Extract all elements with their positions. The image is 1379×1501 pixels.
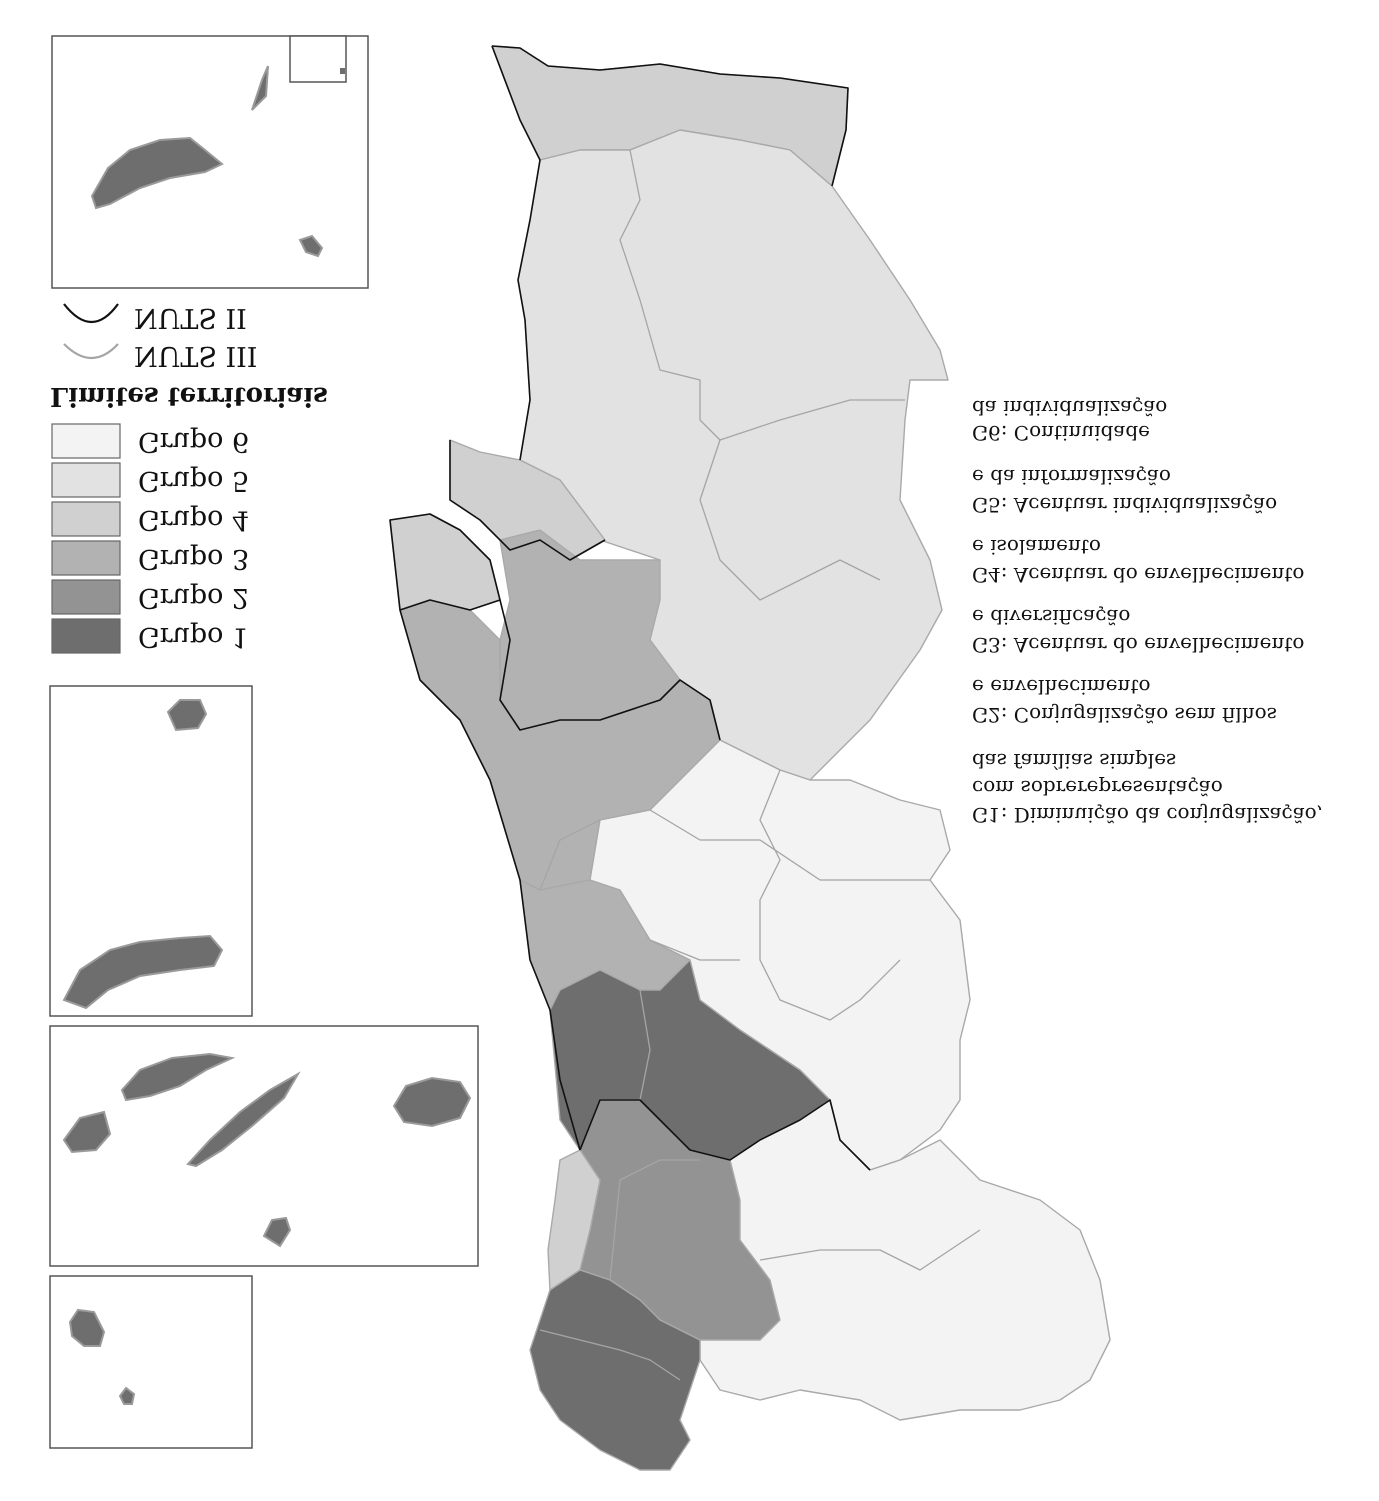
- legend-nuts3-label: NUTS III: [134, 340, 258, 371]
- legend: [50, 302, 328, 653]
- group-descriptions: [972, 396, 1323, 827]
- legend-nuts3-symbol: [64, 344, 118, 358]
- inset-locator-frame: [290, 36, 346, 82]
- inset-bottom-frame: [50, 1276, 252, 1448]
- desc-g5-line2: e da informalização: [972, 465, 1171, 489]
- legend-swatch-grupo-6: [52, 424, 120, 458]
- inset-middle: [50, 686, 252, 1016]
- inset-top: [52, 36, 368, 288]
- legend-label-grupo-2: Grupo 2: [138, 582, 250, 613]
- island-az-4: [394, 1078, 470, 1126]
- legend-label-grupo-5: Grupo 5: [138, 465, 250, 496]
- legend-swatch-grupo-3: [52, 541, 120, 575]
- desc-g3-line2: e diversificação: [972, 605, 1131, 629]
- legend-label-grupo-1: Grupo 1: [138, 621, 250, 652]
- legend-title: Limites territoriais: [50, 381, 328, 411]
- legend-swatch-grupo-5: [52, 463, 120, 497]
- legend-label-grupo-6: Grupo 6: [138, 426, 250, 457]
- desc-g3-line1: G3: Acentuar do envelhecimento: [972, 633, 1305, 657]
- legend-nuts2-label: NUTS II: [134, 302, 247, 333]
- desc-g2-line1: G2: Conjugalização sem filhos: [972, 703, 1277, 727]
- desc-g1-line3: das famílias simples: [972, 749, 1177, 773]
- legend-label-grupo-3: Grupo 3: [138, 543, 250, 574]
- region-coastal-b: [390, 514, 500, 610]
- desc-g1-line2: com sobrerepresentação: [972, 776, 1223, 800]
- region-center-a: [500, 530, 680, 730]
- legend-nuts2-symbol: [64, 304, 118, 322]
- inset-azores-frame: [50, 1026, 478, 1266]
- desc-g4-line2: e isolamento: [972, 535, 1101, 559]
- legend-label-grupo-4: Grupo 4: [138, 504, 250, 535]
- legend-swatch-grupo-1: [52, 619, 120, 653]
- desc-g2-line2: e envelhecimento: [972, 675, 1151, 699]
- desc-g6-line1: G6: Continuidade: [972, 421, 1150, 445]
- desc-g6-line2: da individualização: [972, 396, 1168, 420]
- inset-bottom: [50, 1276, 252, 1448]
- desc-g5-line1: G5: Acentuar individualização: [972, 493, 1278, 517]
- desc-g1-line1: G1: Diminuição da conjugalização,: [972, 803, 1324, 827]
- inset-azores: [50, 1026, 478, 1266]
- legend-swatch-grupo-2: [52, 580, 120, 614]
- inset-locator-mark: [340, 68, 345, 74]
- desc-g4-line1: G4: Acentuar do envelhecimento: [972, 563, 1305, 587]
- legend-swatch-grupo-4: [52, 502, 120, 536]
